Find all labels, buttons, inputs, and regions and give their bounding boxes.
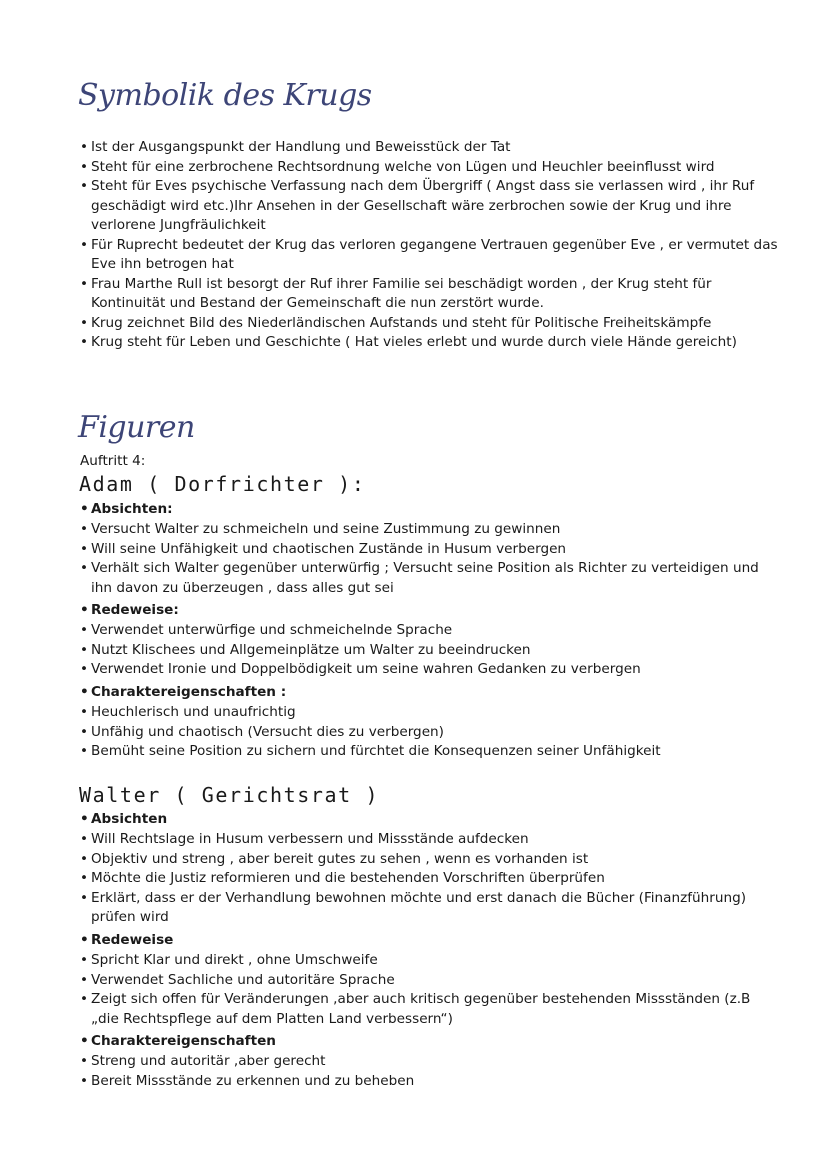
adam-absichten-list <box>80 520 780 598</box>
walter-redeweise-heading: • Redeweise <box>80 931 173 951</box>
adam-redeweise-list <box>80 621 780 680</box>
auftritt-label: Auftritt 4: <box>80 453 146 469</box>
walter-charakter-heading: • Charaktereigenschaften <box>80 1032 276 1052</box>
list-item: • Objektiv und streng , aber bereit gutes zu sehen , wenn es vorhanden ist <box>80 850 780 870</box>
walter-charakter-list <box>80 1052 780 1091</box>
list-item: • Verwendet Sachliche und autoritäre Sprache <box>80 971 780 991</box>
list-item: • Ist der Ausgangspunkt der Handlung und Beweisstück der Tat <box>80 138 780 158</box>
character-name-walter: Walter ( Gerichtsrat ) <box>79 783 380 807</box>
list-item: • Krug zeichnet Bild des Niederländischen Aufstands und steht für Politische Freiheitskämpfe <box>80 314 780 334</box>
walter-absichten-list <box>80 830 780 928</box>
adam-charakter-heading: • Charaktereigenschaften : <box>80 683 286 703</box>
walter-absichten-heading: • Absichten <box>80 810 167 830</box>
list-item: • Verwendet Ironie und Doppelbödigkeit um seine wahren Gedanken zu verbergen <box>80 660 780 680</box>
walter-redeweise-list <box>80 951 780 1029</box>
list-item: • Zeigt sich offen für Veränderungen ,aber auch kritisch gegenüber bestehenden Missständen (z.B „die Rechtspflege auf dem Platten Land verbessern“) <box>80 990 780 1029</box>
symbolik-list <box>80 138 780 353</box>
list-item: • Möchte die Justiz reformieren und die bestehenden Vorschriften überprüfen <box>80 869 780 889</box>
adam-redeweise-heading: • Redeweise: <box>80 601 179 621</box>
list-item: • Heuchlerisch und unaufrichtig <box>80 703 780 723</box>
adam-charakter-list <box>80 703 780 762</box>
list-item: • Steht für Eves psychische Verfassung nach dem Übergriff ( Angst dass sie verlassen wird , ihr Ruf geschädigt wird etc.)Ihr Ansehen in der Gesellschaft wäre zerbrochen sowie der Krug und ihre verlorene Jungfräulichkeit <box>80 177 780 236</box>
list-item: • Unfähig und chaotisch (Versucht dies zu verbergen) <box>80 723 780 743</box>
section-title-symbolik: Symbolik des Krugs <box>78 78 372 113</box>
section-title-figuren: Figuren <box>78 410 195 445</box>
character-name-adam: Adam ( Dorfrichter ): <box>79 472 366 496</box>
list-item: • Verwendet unterwürfige und schmeichelnde Sprache <box>80 621 780 641</box>
list-item: • Versucht Walter zu schmeicheln und seine Zustimmung zu gewinnen <box>80 520 780 540</box>
list-item: • Erklärt, dass er der Verhandlung bewohnen möchte und erst danach die Bücher (Finanzführung) prüfen wird <box>80 889 780 928</box>
list-item: • Will Rechtslage in Husum verbessern und Missstände aufdecken <box>80 830 780 850</box>
list-item: • Frau Marthe Rull ist besorgt der Ruf ihrer Familie sei beschädigt worden , der Krug steht für Kontinuität und Bestand der Gemeinschaft die nun zerstört wurde. <box>80 275 780 314</box>
list-item: • Spricht Klar und direkt , ohne Umschweife <box>80 951 780 971</box>
adam-absichten-heading: • Absichten: <box>80 500 173 520</box>
list-item: • Bemüht seine Position zu sichern und fürchtet die Konsequenzen seiner Unfähigkeit <box>80 742 780 762</box>
list-item: • Für Ruprecht bedeutet der Krug das verloren gegangene Vertrauen gegenüber Eve , er vermutet das Eve ihn betrogen hat <box>80 236 780 275</box>
list-item: • Steht für eine zerbrochene Rechtsordnung welche von Lügen und Heuchler beeinflusst wird <box>80 158 780 178</box>
list-item: • Bereit Missstände zu erkennen und zu beheben <box>80 1072 780 1092</box>
list-item: • Nutzt Klischees und Allgemeinplätze um Walter zu beeindrucken <box>80 641 780 661</box>
list-item: • Verhält sich Walter gegenüber unterwürfig ; Versucht seine Position als Richter zu verteidigen und ihn davon zu überzeugen , dass alles gut sei <box>80 559 780 598</box>
list-item: • Will seine Unfähigkeit und chaotischen Zustände in Husum verbergen <box>80 540 780 560</box>
list-item: • Krug steht für Leben und Geschichte ( Hat vieles erlebt und wurde durch viele Hände gereicht) <box>80 333 780 353</box>
list-item: • Streng und autoritär ,aber gerecht <box>80 1052 780 1072</box>
